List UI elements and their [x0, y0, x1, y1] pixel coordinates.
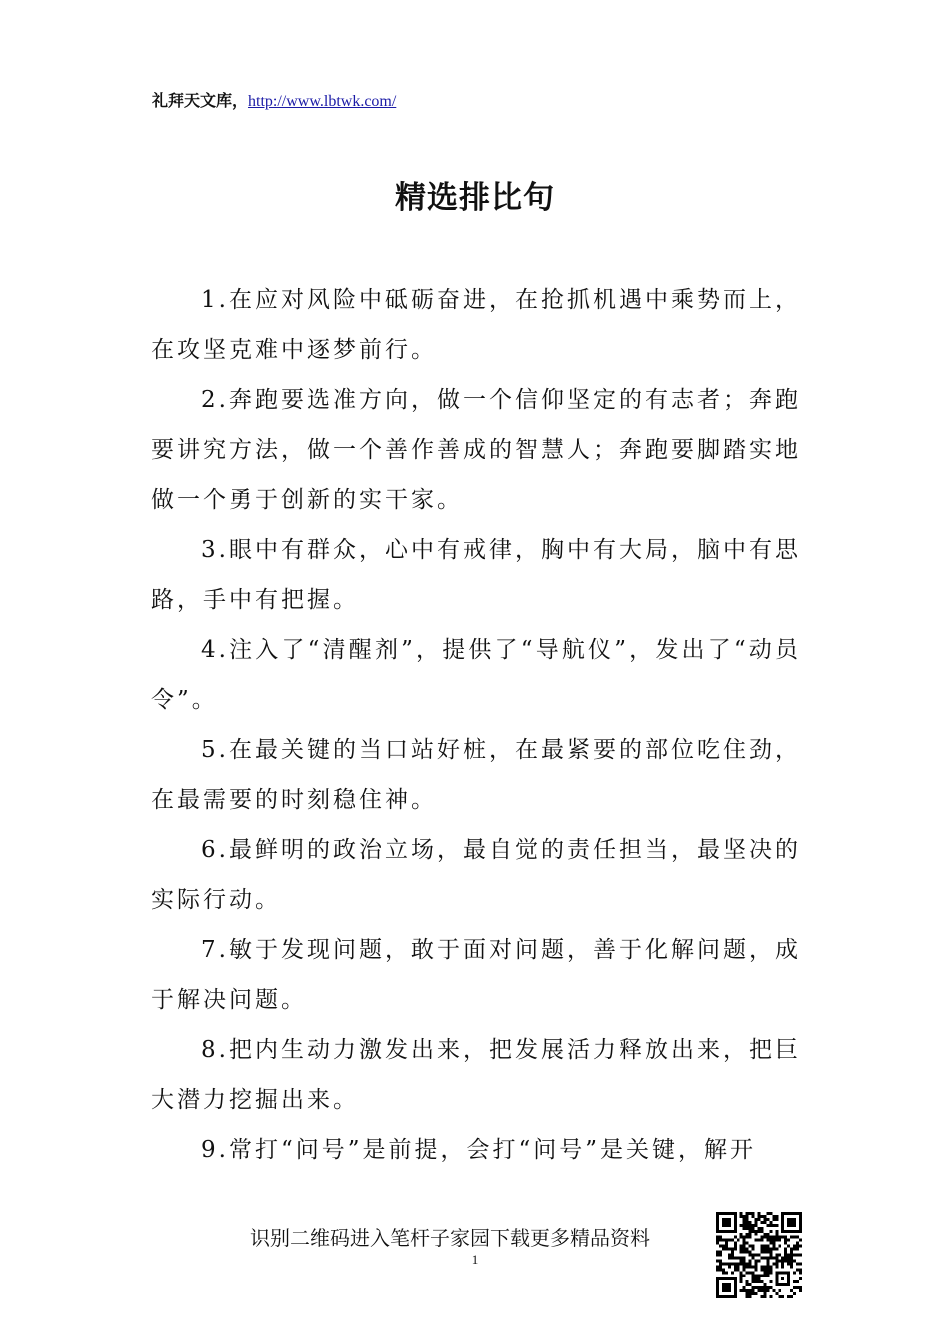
page-header — [152, 88, 396, 111]
qr-code-icon[interactable] — [716, 1212, 802, 1298]
paragraph-5: 5.在最关键的当口站好桩，在最紧要的部位吃住劲，在最需要的时刻稳住神。 — [151, 737, 801, 813]
footer-promo-text: 识别二维码进入笔杆子家园下载更多精品资料 — [250, 1226, 650, 1250]
paragraph-2: 2.奔跑要选准方向，做一个信仰坚定的有志者；奔跑要讲究方法，做一个善作善成的智慧人；奔跑要脚踏实地做一个勇于创新的实干家。 — [151, 387, 801, 513]
document-title: 精选排比句 — [395, 180, 555, 216]
paragraph-3: 3.眼中有群众，心中有戒律，胸中有大局，脑中有思路，手中有把握。 — [151, 537, 801, 613]
paragraph-7: 7.敏于发现问题，敢于面对问题，善于化解问题，成于解决问题。 — [151, 937, 801, 1013]
page-number: 1 — [471, 1252, 479, 1267]
paragraph-8: 8.把内生动力激发出来，把发展活力释放出来，把巨大潜力挖掘出来。 — [151, 1037, 801, 1113]
site-name: 礼拜天文库， — [152, 91, 249, 110]
site-link[interactable]: http://www.lbtwk.com/ — [248, 93, 397, 110]
paragraph-4: 4.注入了“清醒剂”，提供了“导航仪”，发出了“动员令”。 — [151, 637, 801, 713]
document-body — [151, 275, 801, 1175]
paragraph-1: 1.在应对风险中砥砺奋进，在抢抓机遇中乘势而上，在攻坚克难中逐梦前行。 — [151, 287, 801, 363]
paragraph-6: 6.最鲜明的政治立场，最自觉的责任担当，最坚决的实际行动。 — [151, 837, 801, 913]
paragraph-9: 9.常打“问号”是前提，会打“问号”是关键，解开 — [201, 1137, 756, 1163]
